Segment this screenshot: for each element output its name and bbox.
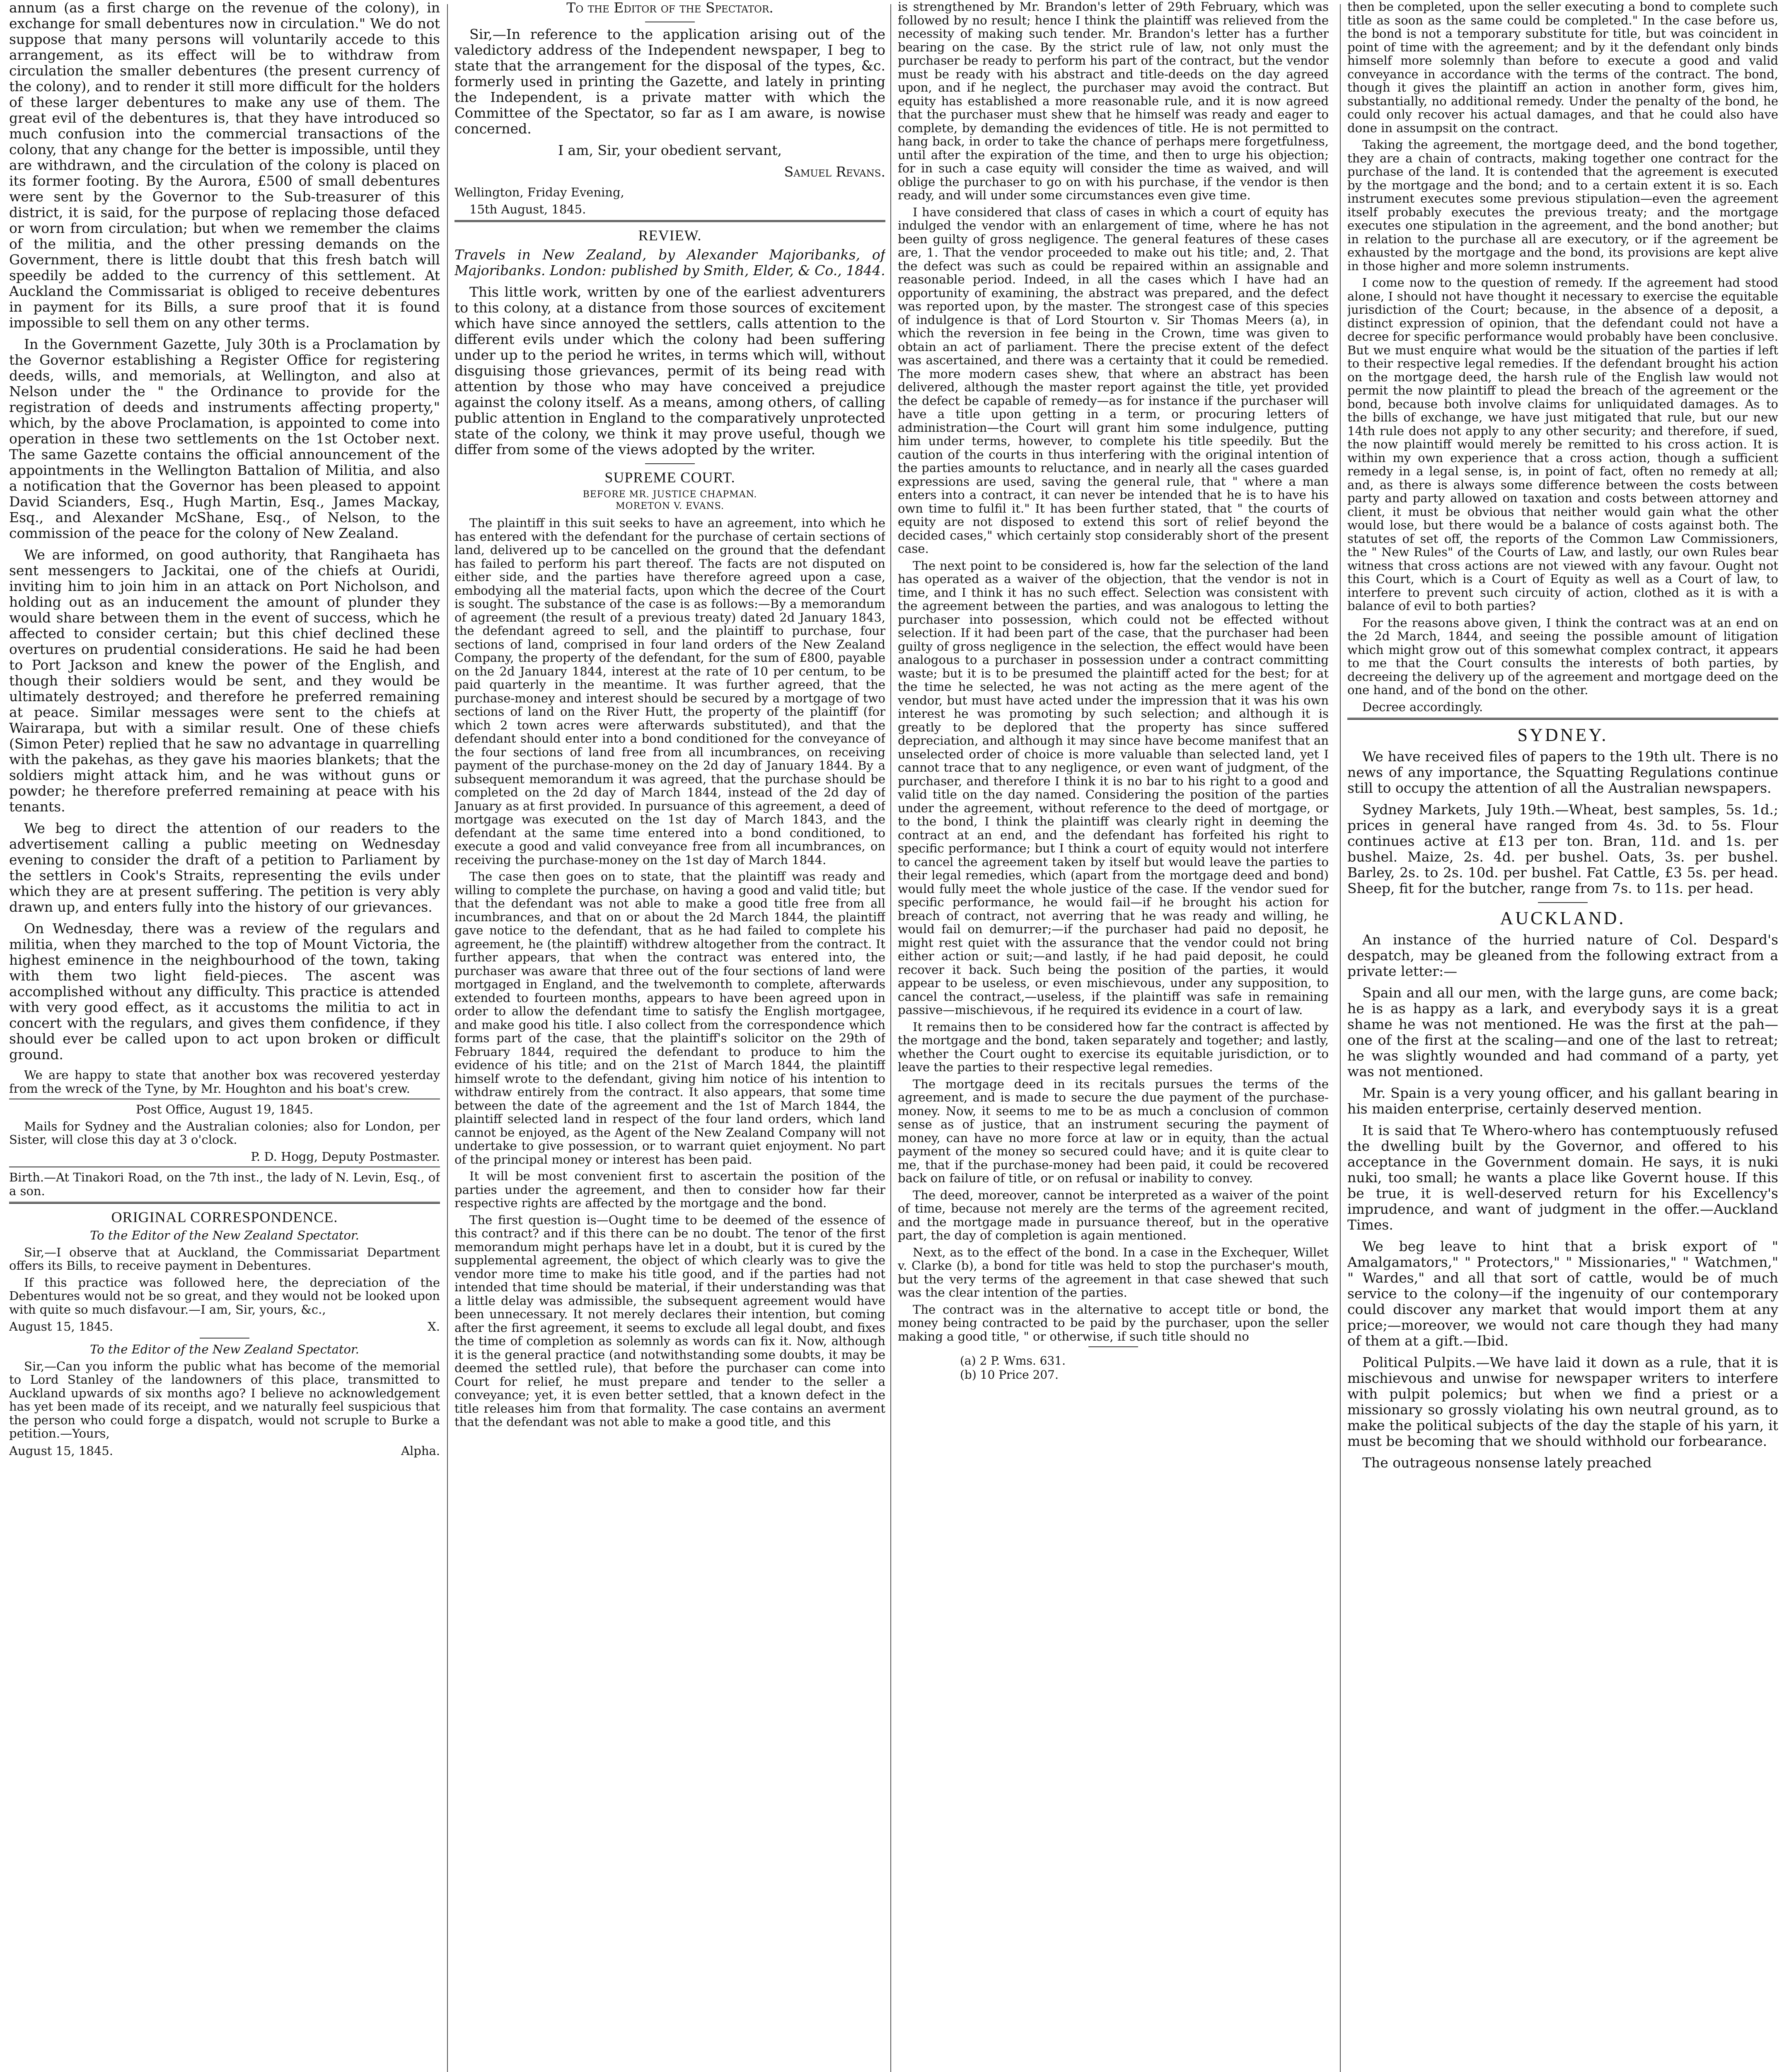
- section-heading: AUCKLAND.: [1500, 908, 1626, 928]
- letter-signature: Samuel Revans.: [784, 164, 885, 180]
- divider: [9, 1202, 440, 1204]
- letter-address: To the Editor of the New Zealand Spectator.: [90, 1228, 359, 1242]
- letter-body: Sir,—I observe that at Auckland, the Commissariat Department offers its Bills, to receive payment in Debentures.: [9, 1245, 440, 1273]
- court-paragraph: It remains then to be considered how far the contract is affected by the mortgage and the bond, taken separately and together; and lastly, whether the Court ought to exercise its equitable jurisdiction, or to leave the parties to their respective legal remedies.: [898, 1019, 1329, 1074]
- article-paragraph: We beg to direct the attention of our readers to the advertisement calling a public meeting on Wednesday evening to consider the draft of a petition to Parliament by the settlers in Cook's Straits, representing the evils under which they are at present suffering. The petition is very ably drawn up, and enters fully into the history of our grievances.: [9, 820, 440, 915]
- article-paragraph: annum (as a first charge on the revenue of the colony), in exchange for small debentures now in circulation." We do not suppose that many persons will voluntarily accede to this arrangement, as its effect will be to withdraw from circulation the smaller debentures (the present currency of the colony), and to render it still more difficult for the holders of these larger debentures to make any use of them. The great evil of the debentures is, that they have introduced so much confusion into the commercial transactions of the colony, that any change for the better is impossible, until they are withdrawn, and the circulation of the colony is placed on its former footing. By the Aurora, £500 of small debentures were sent by the Governor to the Sub-treasurer of this district, it is said, for the purpose of replacing those defaced or worn from circulation; but when we remember the claims of the militia, and the other pressing demands on the Government, there is little doubt that this fresh batch will speedily be added to the currency of this settlement. At Auckland the Commissariat is obliged to receive debentures in payment for its Bills, a sure proof that it is found impossible to sell them on any other terms.: [9, 0, 440, 331]
- court-paragraph: then be completed, upon the seller executing a bond to complete such title as soon as the same could be completed." In the case before us, the bond is not a temporary substitute for title, but was coincident in point of time with the agreement; and by it the defendant only binds himself more solemnly than before to execute a good and valid conveyance in accordance with the terms of the contract. The bond, though it gives the plaintiff an action in another form, gives him, substantially, no additional remedy. Under the penalty of the bond, he could only recover his actual damages, and that he could also have done in assumpsit on the contract.: [1347, 0, 1778, 135]
- letter-body: Sir,—Can you inform the public what has become of the memorial to Lord Stanley of the landowners of this place, transmitted to Auckland upwards of six months ago? I believe no acknowledgement has yet been made of its receipt, and we naturally feel suspicious that the person who could forge a dispatch, would not scruple to Burke a petition.—Yours,: [9, 1359, 440, 1440]
- letter-signature: Alpha.: [401, 1443, 440, 1458]
- news-paragraph: We have received files of papers to the 19th ult. There is no news of any importance, the Squatting Regulations continue still to occupy the attention of all the Australian newspapers.: [1347, 748, 1778, 796]
- news-paragraph: Spain and all our men, with the large guns, are come back; he is as happy as a lark, and everybody says it is a great shame he was not mentioned. He was the first at the pah—one of the first at the scaling—and one of the last to retreat; he was slightly wounded and had command of a party, yet was not mentioned.: [1347, 985, 1778, 1080]
- court-paragraph: The first question is—Ought time to be deemed of the essence of this contract? and if this there can be no doubt. The tenor of the first memorandum might perhaps have let in a doubt, but it is cured by the supplemental agreement, the object of which clearly was to give the vendor more time to make his title good, and if the parties had not intended that time should be material, if their understanding was that a little delay was admissible, the subsequent agreement would have been unnecessary. It not merely declares their intention, but coming after the first agreement, it seems to exclude all legal doubt, and fixes the time of completion as solemnly as words can fix it. Now, although it is the general practice (and notwithstanding some doubts, it may be deemed the settled rule), that before the purchaser can come into Court for relief, he must prepare and tender to the seller a conveyance; yet, it is even better settled, that a known defect in the title releases him from that formality. The case contains an averment that the defendant was not able to make a good title, and this: [455, 1213, 885, 1429]
- section-heading: REVIEW.: [638, 227, 702, 244]
- court-paragraph: is strengthened by Mr. Brandon's letter of 29th February, which was followed by no result; hence I think the plaintiff was relieved from the necessity of making such tender. Mr. Brandon's letter has a further bearing on the case. By the strict rule of law, not only must the purchaser be ready to perform his part of the contract, but the vendor must be ready with his abstract and title-deeds on the day agreed upon, and if he neglect, the purchaser may avoid the contract. But equity has established a more reasonable rule, and it is now agreed that the purchaser must shew that he himself was ready and eager to complete, by demanding the evidences of title. He is not permitted to hang back, in order to take the chance of perhaps mere forgetfulness, until after the expiration of the time, and then to urge his objection; for in such a case equity will consider the time as waived, and will oblige the purchaser to go on with his purchase, if the vendor is then ready, and will under some circumstances even give time.: [898, 0, 1329, 202]
- news-paragraph: We beg leave to hint that a brisk export of " Amalgamators," " Protectors," " Missionaries," " Watchmen," " Wardes," and all that sort of cattle, would be of much service to the colony—if the ingenuity of our contemporary could discover any market that would import them at any price;—moreover, we would not care though they had many of them at a gift.—Ibid.: [1347, 1238, 1778, 1349]
- review-title: Travels in New Zealand, by Alexander Majoribanks, of Majoribanks. London: published by Smith, Elder, & Co., 1844.: [455, 247, 885, 278]
- divider: [200, 1338, 249, 1339]
- news-paragraph: Mr. Spain is a very young officer, and his gallant bearing in his maiden enterprise, certainly deserved mention.: [1347, 1085, 1778, 1117]
- news-paragraph: It is said that Te Whero-whero has contemptuously refused the dwelling built by the Governor, and offered to his acceptance in the Government domain. He says, it is nuki nuki, too small; he wants a place like Governt house. If this be true, it is well-deserved return for his Excellency's imprudence, and want of judgment in the offer.—Auckland Times.: [1347, 1122, 1778, 1233]
- column-rule: [447, 4, 448, 2072]
- letter-date: 15th August, 1845.: [469, 202, 586, 216]
- letter-signature: X.: [428, 1319, 440, 1334]
- column-rule: [1340, 4, 1341, 2072]
- column-1: [9, 0, 440, 2072]
- court-paragraph: The plaintiff in this suit seeks to have an agreement, into which he has entered with the defendant for the purchase of certain sections of land, delivered up to be cancelled on the ground that the defendant has failed to perform his part thereof. The facts are not disputed on either side, and the parties have therefore agreed upon a case, embodying all the material facts, upon which the decree of the Court is sought. The substance of the case is as follows:—By a memorandum of agreement (the result of a previous treaty) dated 2d January 1843, the defendant agreed to sell, and the plaintiff to purchase, four sections of land, comprised in four land orders of the New Zealand Company, the property of the defendant, for the sum of £800, payable on the 2d January 1844, interest at the rate of 10 per centum, to be paid quarterly in the meantime. It was further agreed, that the purchase-money and interest should be secured by a mortgage of two sections of land on the River Hutt, the property of the plaintiff (for which 2 town acres were afterwards substituted), and that the defendant should enter into a bond conditioned for the conveyance of the four sections of land free from all incumbrances, on receiving payment of the purchase-money on the 2d day of January 1844. By a subsequent memorandum it was agreed, that the purchase should be completed on the 2d day of March 1844, instead of the 2d day of January as at first provided. In pursuance of this agreement, a deed of mortgage was executed on the 1st day of March 1843, and the defendant at the same time entered into a bond conditioned, to execute a good and valid conveyance free from all incumbrances, on receiving the purchase-money on the 1st day of March 1844.: [455, 516, 885, 867]
- divider: [1347, 718, 1778, 720]
- post-office-signature: P. D. Hogg, Deputy Postmaster.: [251, 1149, 440, 1164]
- section-heading: SUPREME COURT.: [604, 469, 735, 486]
- court-paragraph: I have considered that class of cases in which a court of equity has indulged the vendor with an enlargement of time, where he has not been guilty of gross negligence. The general features of these cases are, 1. That the vendor proceeded to make out his title; and, 2. That the defect was such as could be repaired within an assignable and reasonable period. Indeed, in all the cases which I have had an opportunity of examining, the abstract was prepared, and the defect was reported upon, by the master. The strongest case of this species of indulgence is that of Lord Stourton v. Sir Thomas Meers (a), in which the reversion in fee being in the Crown, time was given to obtain an act of parliament. There the precise extent of the defect was ascertained, and there was a certainty that it could be remedied. The more modern cases shew, that where an abstract has been delivered, although the master report against the title, yet provided the defect be capable of remedy—as for instance if the purchaser will have a title upon getting in a term, or procuring letters of administration—the Court will grant him some indulgence, putting him under terms, however, to complete his title speedily. But the caution of the courts in thus interfering with the original intention of the parties amounts to reluctance, and in nearly all the cases guarded expressions are used, saving the general rule, that " where a man enters into a contract, it can never be intended that he is to have his own time to fulfil it." It has been further stated, that " the courts of equity are not disposed to extend this sort of relief beyond the decided cases," which certainly stop considerably short of the present case.: [898, 205, 1329, 556]
- letter-address: To the Editor of the New Zealand Spectator.: [90, 1342, 359, 1356]
- court-paragraph: I come now to the question of remedy. If the agreement had stood alone, I should not have thought it necessary to exercise the equitable jurisdiction of the Court; because, in the absence of a deposit, a distinct expression of opinion, that the defendant could not have a decree for specific performance would probably have been conclusive. But we must enquire what would be the situation of the parties if left to their respective legal remedies. If the defendant brought his action on the mortgage deed, the harsh rule of the English law would not permit the now plaintiff to plead the breach of the agreement or the bond, because both involve claims for unliquidated damages. As to the bills of exchange, we have just mitigated that rule, but our new 14th rule does not apply to any other security; and therefore, if sued, the now plaintiff would merely be remitted to his cross action. It is within my own experience that a cross action, though a sufficient remedy in a legal sense, is, in point of fact, often no remedy at all; and, as there is always some difference between the costs between party and party allowed on taxation and costs between attorney and client, it must be obvious that neither would gain what the other would lose, but there would be a balance of costs against both. The statutes of set off, the reports of the Common Law Commissioners, the " New Rules" of the Courts of Law, and lastly, our own Rules bear witness that cross actions are not viewed with any favour. Ought not this Court, which is a Court of Equity as well as a Court of law, to interfere to prevent such circuity of action, clothed as it is with a balance of evil to both parties?: [1347, 276, 1778, 613]
- section-subheading: BEFORE MR. JUSTICE CHAPMAN.: [583, 489, 757, 500]
- market-report: Sydney Markets, July 19th.—Wheat, best samples, 5s. 1d.; prices in general have ranged from 4s. 3d. to 5s. Flour continues active at £13 per ton. Bran, 11d. and 1s. per bushel. Maize, 2s. 4d. per bushel. Oats, 3s. per bushel. Barley, 2s. to 2s. 10d. per bushel. Fat Cattle, £3 5s. per head. Sheep, fit for the butcher, range from 7s. to 11s. per head.: [1347, 801, 1778, 896]
- page-columns: [9, 0, 1779, 2072]
- letter-date: August 15, 1845.: [9, 1443, 113, 1458]
- letter-closing: I am, Sir, your obedient servant,: [558, 142, 782, 158]
- letter-date: August 15, 1845.: [9, 1319, 113, 1334]
- letter-body: Sir,—In reference to the application arising out of the valedictory address of the Independent newspaper, I beg to state that the arrangement for the disposal of the types, &c. formerly used in printing the Gazette, and lately in printing the Independent, is a private matter with which the Committee of the Spectator, so far as I am aware, is nowise concerned.: [455, 26, 885, 137]
- news-paragraph: The outrageous nonsense lately preached: [1362, 1455, 1652, 1471]
- article-paragraph: We are informed, on good authority, that Rangihaeta has sent messengers to Jackitai, one of the chiefs at Ouridi, inviting him to join him in an attack on Port Nicholson, and holding out as an inducement the amount of plunder they would share between them in the event of success, which he affected to consider certain; but this chief declined these overtures on prudential considerations. He said he had been to Port Jackson and knew the power of the English, and though their soldiers would be sent, and they would be ultimately destroyed; and therefore he preferred remaining at peace. Similar messages were sent to the chiefs at Wairarapa, but with a similar result. One of these chiefs (Simon Peter) replied that he saw no advantage in quarrelling with the pakehas, as they gave his maories blankets; that the soldiers might attack him, and he was without guns or powder; he therefore preferred remaining at peace with his tenants.: [9, 547, 440, 815]
- court-paragraph: The deed, moreover, cannot be interpreted as a waiver of the point of time, because not merely are the terms of the agreement recited, and the mortgage made in pursuance thereof, but in the operative part, the day of completion is again mentioned.: [898, 1188, 1329, 1242]
- court-paragraph: Next, as to the effect of the bond. In a case in the Exchequer, Willet v. Clarke (b), a bond for title was held to stop the purchaser's mouth, but the very terms of the agreement in that case shewed that such was the clear intention of the parties.: [898, 1245, 1329, 1300]
- birth-notice: Birth.—At Tinakori Road, on the 7th inst., the lady of N. Levin, Esq., of a son.: [9, 1170, 440, 1198]
- column-rule: [890, 4, 891, 2072]
- article-paragraph: On Wednesday, there was a review of the regulars and militia, when they marched to the top of Mount Victoria, the highest eminence in the neighbourhood of the town, taking with them two light field-pieces. The ascent was accomplished without any difficulty. This practice is attended with very good effect, as it accustoms the militia to act in concert with the regulars, and gives them confidence, if they should ever be called upon to act upon broken or difficult ground.: [9, 920, 440, 1063]
- court-paragraph: The case then goes on to state, that the plaintiff was ready and willing to complete the purchase, on having a good and valid title; but that the defendant was not able to make a good title free from all incumbrances, and that on or about the 2d March 1844, the plaintiff gave notice to the defendant, that as he had failed to complete his agreement, he (the plaintiff) withdrew altogether from the contract. It further appears, that when the contract was entered into, the purchaser was aware that three out of the four sections of land were mortgaged in England, and the twelvemonth to complete, afterwards extended to fourteen months, appears to have been agreed upon in order to allow the defendant time to satisfy the English mortgagee, and make good his title. I also collect from the correspondence which forms part of the case, that the plaintiff's solicitor on the 29th of February 1844, required the defendant to produce to him the evidence of his title; and on the 21st of March 1844, the plaintiff himself wrote to the defendant, giving him notice of his intention to withdraw entirely from the contract. It also appears, that some time between the date of the agreement and the 1st of March 1844, the plaintiff selected land in respect of the four land orders, which land cannot be enjoyed, as the Agent of the New Zealand Company will not undertake to give possession, or to warrant quiet enjoyment. No part of the principal money or interest has been paid.: [455, 869, 885, 1167]
- column-2: [455, 0, 885, 2072]
- court-paragraph: The next point to be considered is, how far the selection of the land has operated as a waiver of the objection, that the vendor is not in time, and I think it has no such effect. Selection was consistent with the agreement between the parties, and was analogous to letting the purchaser into possession, which could not be effected without selection. If it had been part of the case, that the purchaser had been guilty of gross negligence in the selection, the effect would have been analogous to a purchaser in possession under a contract committing waste; but it is to be presumed the plaintiff acted for the best; for at the time he selected, he was not acting as the mere agent of the vendor, but must have acted under the impression that it was his own interest he was promoting by such selection; and although it is greatly to be deplored that the property has since suffered depreciation, and although it may since have become manifest that an unselected order of choice is more valuable than selected land, yet I cannot trace that to any negligence, or even want of judgment, of the purchaser, and therefore I think it is no bar to his right to a good and valid title on the day named. Considering the position of the parties under the agreement, without reference to the deed of mortgage, or to the bond, I think the plaintiff was clearly right in deeming the contract at an end, and the defendant has forfeited his right to specific performance; but I think a court of equity would not interfere to cancel the agreement taken by itself but would leave the parties to their legal remedies, which (apart from the mortgage deed and bond) would fully meet the whole justice of the case. If the vendor sued for specific performance, he would fail—if he brought his action for breach of contract, not averring that he was ready and willing, he would fail on demurrer;—if the purchaser had paid no deposit, he might rest quiet with the assurance that the vendor could not bring either action or suit;—and lastly, if he had paid deposit, he could recover it back. Such being the position of the parties, it would appear to be useless, or even mischievous, under any supposition, to cancel the contract,—useless, if the plaintiff was safe in remaining passive—mischievous, if he required its evidence in a court of law.: [898, 558, 1329, 1017]
- letter-body: If this practice was followed here, the depreciation of the Debentures would not be so great, and they would not be looked upon with quite so much disfavour.—I am, Sir, yours, &c.,: [9, 1275, 440, 1317]
- news-paragraph: Political Pulpits.—We have laid it down as a rule, that it is mischievous and unwise for newspaper writers to interfere with pulpit polemics; but when we find a priest or a missionary so grossly violating his own neutral ground, as to make the political subjects of the day the staple of his yarn, it must be becoming that we should withhold our forbearance.: [1347, 1354, 1778, 1449]
- section-heading: SYDNEY.: [1517, 725, 1608, 745]
- review-body: This little work, written by one of the earliest adventurers to this colony, at a distance from those sources of excitement which have since annoyed the settlers, calls attention to the different evils under which the colony had been suffering under up to the period he writes, in terms which will, without disguising those grievances, permit of its being read with attention by those who may have conceived a prejudice against the colony itself. As a means, among others, of calling public attention in England to the comparatively unprotected state of the colony, we think it may prove useful, though we differ from some of the views adopted by the writer.: [455, 284, 885, 457]
- divider: [455, 220, 885, 222]
- divider: [645, 463, 695, 464]
- news-paragraph: An instance of the hurried nature of Col. Despard's despatch, may be gleaned from the following extract from a private letter:—: [1347, 932, 1778, 979]
- court-decree: Decree accordingly.: [1362, 700, 1483, 714]
- court-paragraph: The mortgage deed in its recitals pursues the terms of the agreement, and is made to secure the due payment of the purchase-money. Now, it seems to me to be as much a conclusion of common sense as of justice, that an instrument securing the payment of money, can have no more force at law or in equity, than the actual payment of the money so secured could have; and it is quite clear to me, that if the purchase-money had been paid, it could be recovered back on failure of title, or on refusal or inability to convey.: [898, 1077, 1329, 1185]
- article-paragraph: In the Government Gazette, July 30th is a Proclamation by the Governor establishing a Register Office for registering deeds, wills, and memorials, at Wellington, and also at Nelson under the " the Ordinance to provide for the registration of deeds and instruments affecting property," which, by the above Proclamation, is appointed to come into operation in these two settlements on the 1st October next. The same Gazette contains the official announcement of the appointments in the Wellington Battalion of Militia, and also a notification that the Governor has been pleased to appoint David Scianders, Esq., Hugh Martin, Esq., James Mackay, Esq., and Alexander McShane, Esq., of Nelson, to the commission of the peace for the colony of New Zealand.: [9, 336, 440, 541]
- footnote: (a) 2 P. Wms. 631.: [960, 1354, 1066, 1368]
- article-paragraph: We are happy to state that another box was recovered yesterday from the wreck of the Tyne, by Mr. Houghton and his boat's crew.: [9, 1068, 440, 1096]
- column-4: [1347, 0, 1778, 2072]
- court-paragraph: The contract was in the alternative to accept title or bond, the money being contracted to be paid by the purchaser, upon the seller making a good title, " or otherwise, if such title should no: [898, 1302, 1329, 1343]
- letter-place: Wellington, Friday Evening,: [455, 185, 624, 199]
- footnote-rule: [1088, 1346, 1138, 1347]
- divider: [1538, 902, 1588, 903]
- column-3: [898, 0, 1329, 2072]
- letter-signoff: [9, 1444, 440, 1458]
- section-heading: ORIGINAL CORRESPONDENCE.: [111, 1209, 338, 1225]
- court-paragraph: It will be most convenient first to ascertain the position of the parties under the agreement, and then to consider how far their respective rights are affected by the mortgage and the bond.: [455, 1169, 885, 1210]
- case-name: MORETON V. EVANS.: [615, 501, 725, 511]
- court-paragraph: Taking the agreement, the mortgage deed, and the bond together, they are a chain of contracts, making together one contract for the purchase of the land. It is contended that the agreement is executed by the mortgage and the bond; and to a certain extent it is so. Each instrument executes some previous stipulation—even the agreement itself probably executes the previous treaty; and the mortgage executes one stipulation in the agreement, and the bond another; but in relation to the purchase all are executory, or if the agreement be exhausted by the mortgage and the bond, its provisions are kept alive in those higher and more solemn instruments.: [1347, 138, 1778, 273]
- letter-address: To the Editor of the Spectator.: [566, 0, 774, 16]
- court-paragraph: For the reasons above given, I think the contract was at an end on the 2d March, 1844, and seeing the possible amount of litigation which might grow out of this somewhat complex contract, it appears to me that the Court consults the interests of both parties, by decreeing the delivery up of the agreement and mortgage deed on the one hand, and of the bond on the other.: [1347, 615, 1778, 697]
- post-office-heading: Post Office, August 19, 1845.: [135, 1102, 314, 1116]
- post-office-notice: Mails for Sydney and the Australian colonies; also for London, per Sister, will close this day at 3 o'clock.: [9, 1119, 440, 1147]
- letter-signoff: [9, 1319, 440, 1334]
- footnote: (b) 10 Price 207.: [960, 1368, 1059, 1382]
